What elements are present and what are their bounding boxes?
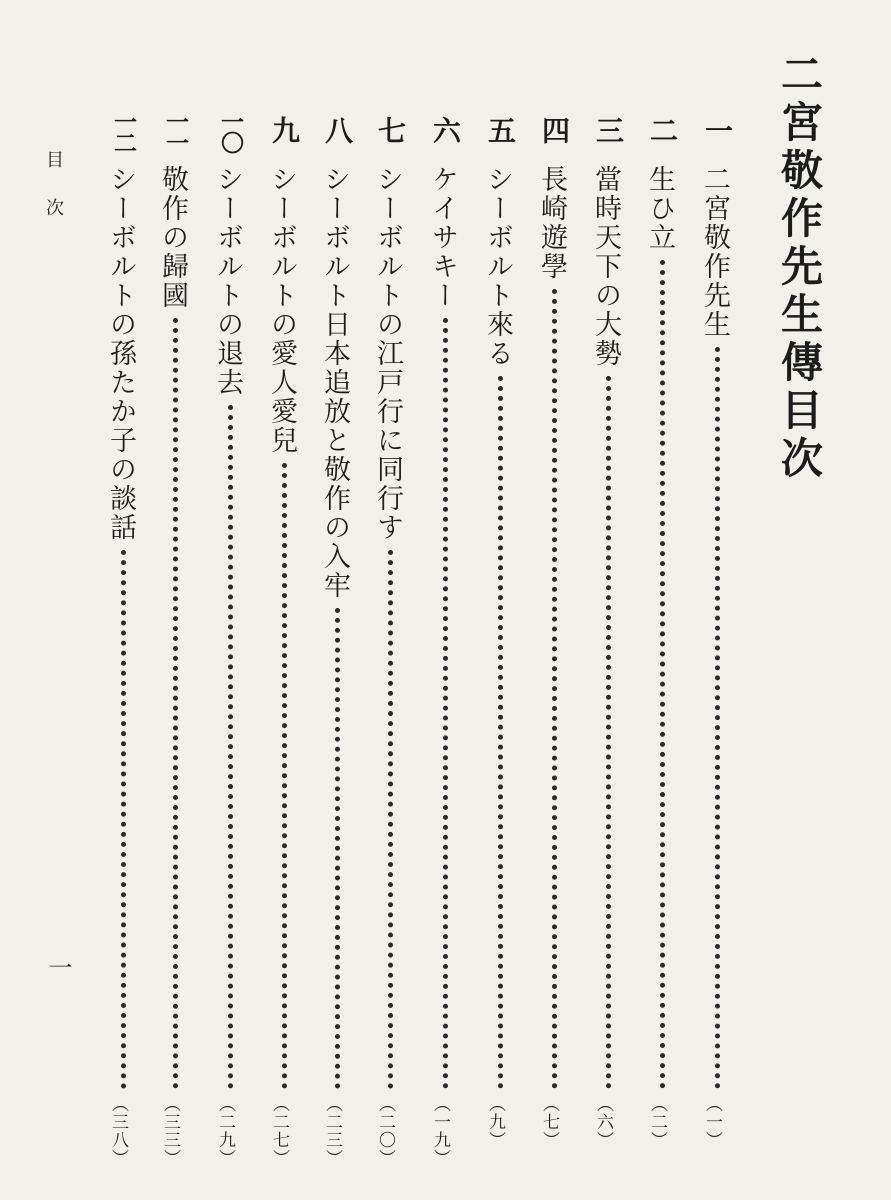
- entry-title: ケイサキー: [427, 165, 458, 310]
- toc-entry: [210, 110, 250, 1170]
- dot-leader: [715, 347, 720, 1089]
- entry-number: 四: [538, 116, 571, 144]
- dot-leader: [121, 550, 126, 1089]
- dot-leader: [443, 318, 448, 1089]
- entry-title: 二宮敬作先生: [699, 165, 730, 339]
- entry-page: （二九）: [215, 1095, 235, 1167]
- entry-page: （三三）: [160, 1095, 180, 1167]
- entry-number: 六: [429, 116, 462, 144]
- folio-page-number: 一: [44, 955, 72, 979]
- toc-entry: [103, 110, 143, 1170]
- entry-number: 三: [592, 116, 625, 144]
- entry-page: （二〇）: [375, 1095, 395, 1167]
- entry-title: シーボルトの孫たか子の談話: [105, 165, 136, 542]
- entry-page: （二三）: [322, 1095, 342, 1167]
- entry-page: （二七）: [269, 1095, 289, 1167]
- entry-number: 七: [374, 116, 407, 144]
- entry-page: （一九）: [430, 1095, 450, 1167]
- entry-number: 二: [646, 116, 679, 144]
- toc-entry: [155, 110, 195, 1170]
- toc-entry: [534, 110, 574, 1170]
- toc-entry: [697, 110, 737, 1170]
- entry-number: 一一: [162, 110, 189, 152]
- toc-entry: [480, 110, 520, 1170]
- entry-title: シーボルトの愛人愛兒: [266, 165, 297, 455]
- dot-leader: [552, 289, 557, 1089]
- toc-entry: [642, 110, 682, 1170]
- toc-entry: [370, 110, 410, 1170]
- entry-page: （七）: [539, 1095, 559, 1149]
- running-head: 目次: [43, 150, 64, 246]
- entry-page: （九）: [485, 1095, 505, 1149]
- entry-title: シーボルトの江戸行に同行す: [372, 165, 403, 542]
- entry-title: 生ひ立: [644, 165, 675, 252]
- entry-title: 當時天下の大勢: [590, 165, 621, 368]
- toc-entry: [588, 110, 628, 1170]
- entry-title: シーボルト日本追放と敬作の入牢: [319, 165, 350, 600]
- dot-leader: [173, 318, 178, 1089]
- entry-title: 敬作の歸國: [157, 165, 188, 310]
- dot-leader: [498, 376, 503, 1089]
- entry-number: 一: [701, 116, 734, 144]
- entry-number: 八: [321, 116, 354, 144]
- toc-entry: [425, 110, 465, 1170]
- dot-leader: [606, 376, 611, 1089]
- dot-leader: [282, 463, 287, 1089]
- dot-leader: [388, 550, 393, 1089]
- entry-page: （一）: [702, 1095, 722, 1149]
- entry-title: シーボルトの退去: [212, 165, 243, 397]
- entry-number: 五: [484, 116, 517, 144]
- entry-number: 一二: [110, 110, 137, 152]
- toc-entry: [317, 110, 357, 1170]
- dot-leader: [228, 405, 233, 1089]
- entry-number: 九: [268, 116, 301, 144]
- entry-title: シーボルト來る: [482, 165, 513, 368]
- dot-leader: [660, 260, 665, 1089]
- toc-entry: [264, 110, 304, 1170]
- entry-title: 長崎遊學: [536, 165, 567, 281]
- entry-page: （三八）: [108, 1095, 128, 1167]
- entry-page: （六）: [593, 1095, 613, 1149]
- book-title: 二宮敬作先生傳目次: [775, 52, 824, 484]
- entry-number: 一〇: [217, 110, 244, 152]
- entry-page: （二）: [647, 1095, 667, 1149]
- dot-leader: [335, 608, 340, 1089]
